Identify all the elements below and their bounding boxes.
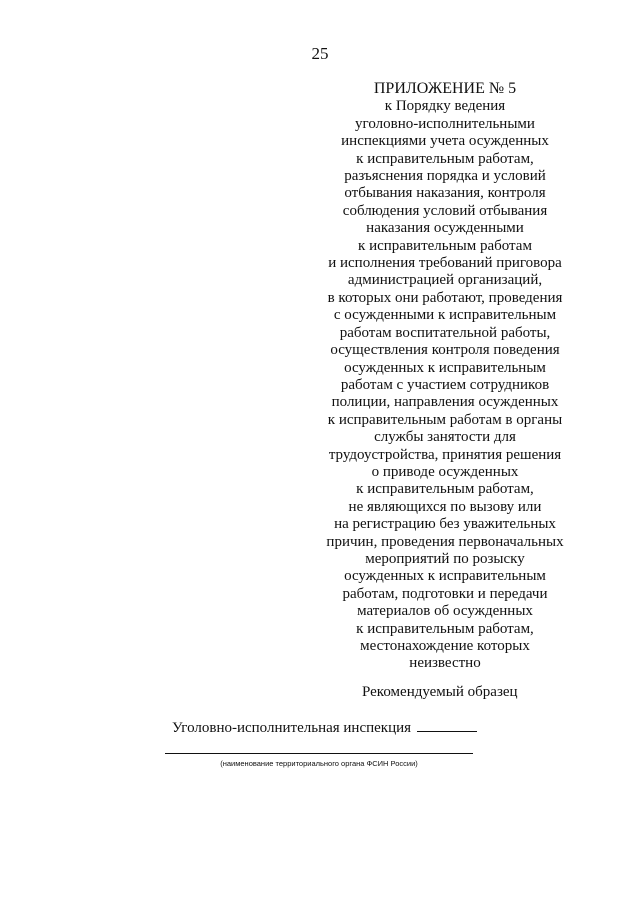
inspection-label: Уголовно-исполнительная инспекция: [172, 720, 412, 736]
appendix-line: наказания осужденными: [366, 220, 524, 237]
appendix-line: трудоустройства, принятия решения: [328, 446, 562, 463]
appendix-line: местонахождение которых: [360, 638, 530, 654]
appendix-line: осужденных к исправительным: [344, 359, 546, 376]
appendix-line: работам воспитательной работы,: [339, 324, 551, 341]
appendix-line: о приводе осужденных: [371, 463, 519, 480]
appendix-line: осуществления контроля поведения: [330, 342, 560, 359]
appendix-line: администрацией организаций,: [347, 272, 543, 289]
appendix-line: полиции, направления осужденных: [331, 394, 559, 411]
appendix-line: в которых они работают, проведения: [327, 289, 563, 306]
appendix-line: уголовно-исполнительными: [355, 115, 535, 132]
page-number: 25: [311, 44, 329, 63]
inspection-field: [172, 720, 477, 737]
appendix-line: работам, подготовки и передачи: [342, 585, 548, 602]
appendix-line: к исправительным работам в органы: [327, 411, 563, 428]
appendix-line: разъяснения порядка и условий: [344, 168, 546, 185]
appendix-line: к Порядку ведения: [384, 98, 506, 115]
inspection-blank-line: [417, 730, 477, 732]
appendix-line: не являющихся по вызову или: [348, 498, 542, 515]
appendix-line: причин, проведения первоначальных: [326, 533, 564, 550]
appendix-line: осужденных к исправительным: [344, 568, 546, 585]
organization-name-caption: (наименование территориального органа ФСИН России): [220, 759, 418, 768]
appendix-line: мероприятий по розыску: [365, 550, 525, 567]
appendix-line: работам с участием сотрудников: [340, 376, 550, 393]
appendix-line: инспекциями учета осужденных: [341, 133, 549, 150]
appendix-line: к исправительным работам,: [356, 150, 534, 167]
appendix-heading-block: [300, 80, 590, 673]
recommended-sample-label: Рекомендуемый образец: [362, 684, 518, 700]
appendix-line: к исправительным работам: [358, 237, 532, 254]
appendix-line: материалов об осужденных: [357, 603, 533, 620]
appendix-line: с осужденными к исправительным: [333, 307, 557, 324]
organization-name-rule: [165, 753, 473, 754]
appendix-line: отбывания наказания, контроля: [344, 185, 546, 202]
appendix-line: на регистрацию без уважительных: [334, 516, 556, 533]
appendix-line: службы занятости для: [374, 429, 516, 446]
appendix-line: и исполнения требований приговора: [328, 255, 562, 272]
appendix-line: неизвестно: [409, 655, 481, 672]
appendix-line: к исправительным работам,: [356, 620, 534, 637]
appendix-title: ПРИЛОЖЕНИЕ № 5: [373, 80, 517, 97]
appendix-line: соблюдения условий отбывания: [342, 202, 548, 219]
appendix-line: к исправительным работам,: [356, 481, 534, 498]
